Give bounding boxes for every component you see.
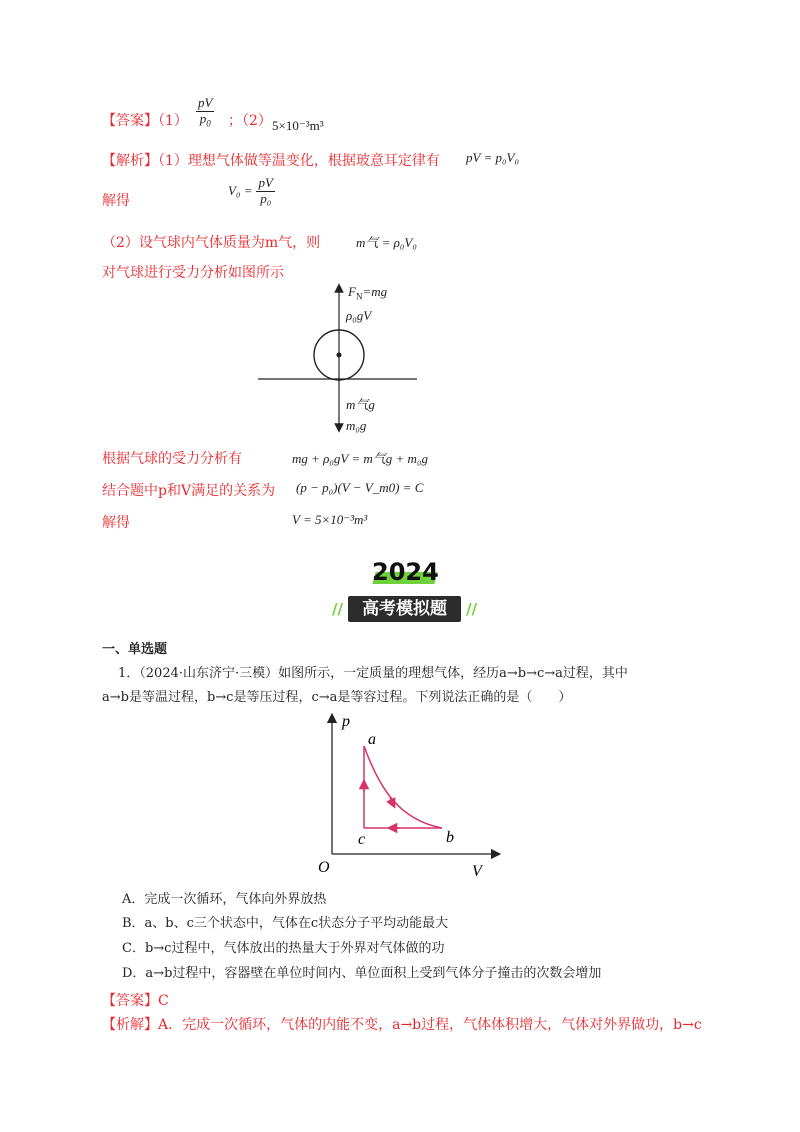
answer-part1: （1） [158,113,188,129]
answer-frac-num: pV [198,95,213,110]
balloon-weight-label: m₀g [346,418,367,433]
answer-frac-den-sub: 0 [206,118,211,129]
fn-label-sub: N [355,291,363,302]
answer-sep: ；（2） [228,113,272,129]
gas-weight-label: m气g [346,397,375,412]
solve-v0-den: p₀ [260,190,272,206]
analysis-2-text: A．完成一次循环，气体的内能不变，a→b过程，气体体积增大，气体对外界做功，b→c [158,1017,702,1033]
boyle-equation: pV = p₀V₀ [466,150,519,165]
answer-line [102,110,188,130]
answer-frac-den: p [199,110,207,126]
force-balance-equation: mg + ρ₀gV = m气g + m₀g [292,451,428,466]
analysis-line-2: （2）设气球内气体质量为m气，则 [102,235,321,251]
pv-graph [300,710,510,880]
analysis-2-line [102,1014,702,1034]
analysis-line-1 [102,150,440,170]
pv-relation-equation: (p − p₀)(V − V_m0) = C [296,480,424,495]
solve-v0-lhs: V₀ = [228,183,253,199]
point-b-label: b [446,829,454,846]
solve-label-2: 解得 [102,515,130,531]
point-a-label: a [368,731,376,748]
solve-v0 [228,176,275,207]
isotherm-ab [364,746,442,828]
option-c: C．b→c过程中，气体放出的热量大于外界对气体做的功 [122,941,445,956]
analysis-line-5: 结合题中p和V满足的关系为 [102,483,276,499]
analysis-line-3: 对气球进行受力分析如图所示 [102,265,284,281]
answer-fraction [196,96,214,129]
fn-label-rest: =mg [362,284,388,299]
origin-label: O [318,859,330,876]
buoyancy-label: ρ₀gV [346,308,372,323]
banner-title: 高考模拟题 [348,596,461,622]
mass-equation: m气 = ρ₀V₀ [356,235,417,250]
answer-2-label: 【答案】 [102,993,158,1009]
force-diagram [250,280,430,440]
section-title: 一、单选题 [102,642,168,657]
analysis-label: 【解析】 [102,153,158,169]
banner-year: 2024 [372,558,439,586]
fn-label [348,284,387,302]
analysis-text-1: （1）理想气体做等温变化，根据玻意耳定律有 [158,153,440,169]
answer-2-value: C [158,993,169,1009]
question-1-line-2: a→b是等温过程，b→c是等压过程，c→a是等容过程。下列说法正确的是（ ） [102,690,572,705]
analysis-2-label: 【析解】 [102,1017,158,1033]
axis-p-label: p [342,713,350,730]
banner-year-block [362,558,442,586]
solve-label-1: 解得 [102,193,130,209]
volume-result: V = 5×10⁻³m³ [292,512,368,527]
point-c-label: c [358,831,366,848]
banner-left-slash: // [332,600,343,618]
question-1-line-1: 1．（2024·山东济宁·三模）如图所示，一定质量的理想气体，经历a→b→c→a过程，其中 [118,666,628,681]
option-a: A．完成一次循环，气体向外界放热 [122,892,327,907]
answer-part2-value: 5×10⁻³m³ [272,118,324,133]
answer-2-line [102,990,169,1010]
analysis-line-4: 根据气球的受力分析有 [102,451,242,467]
banner-right-slash: // [466,600,478,618]
option-d: D．a→b过程中，容器壁在单位时间内、单位面积上受到气体分子撞击的次数会增加 [122,966,602,981]
fn-label-main: F [348,284,356,299]
banner-title-block [332,594,477,619]
solve-v0-num: pV [258,175,273,190]
axis-v-label: V [472,863,482,880]
answer-label: 【答案】 [102,113,158,129]
option-b: B．a、b、c三个状态中，气体在c状态分子平均动能最大 [122,916,449,931]
